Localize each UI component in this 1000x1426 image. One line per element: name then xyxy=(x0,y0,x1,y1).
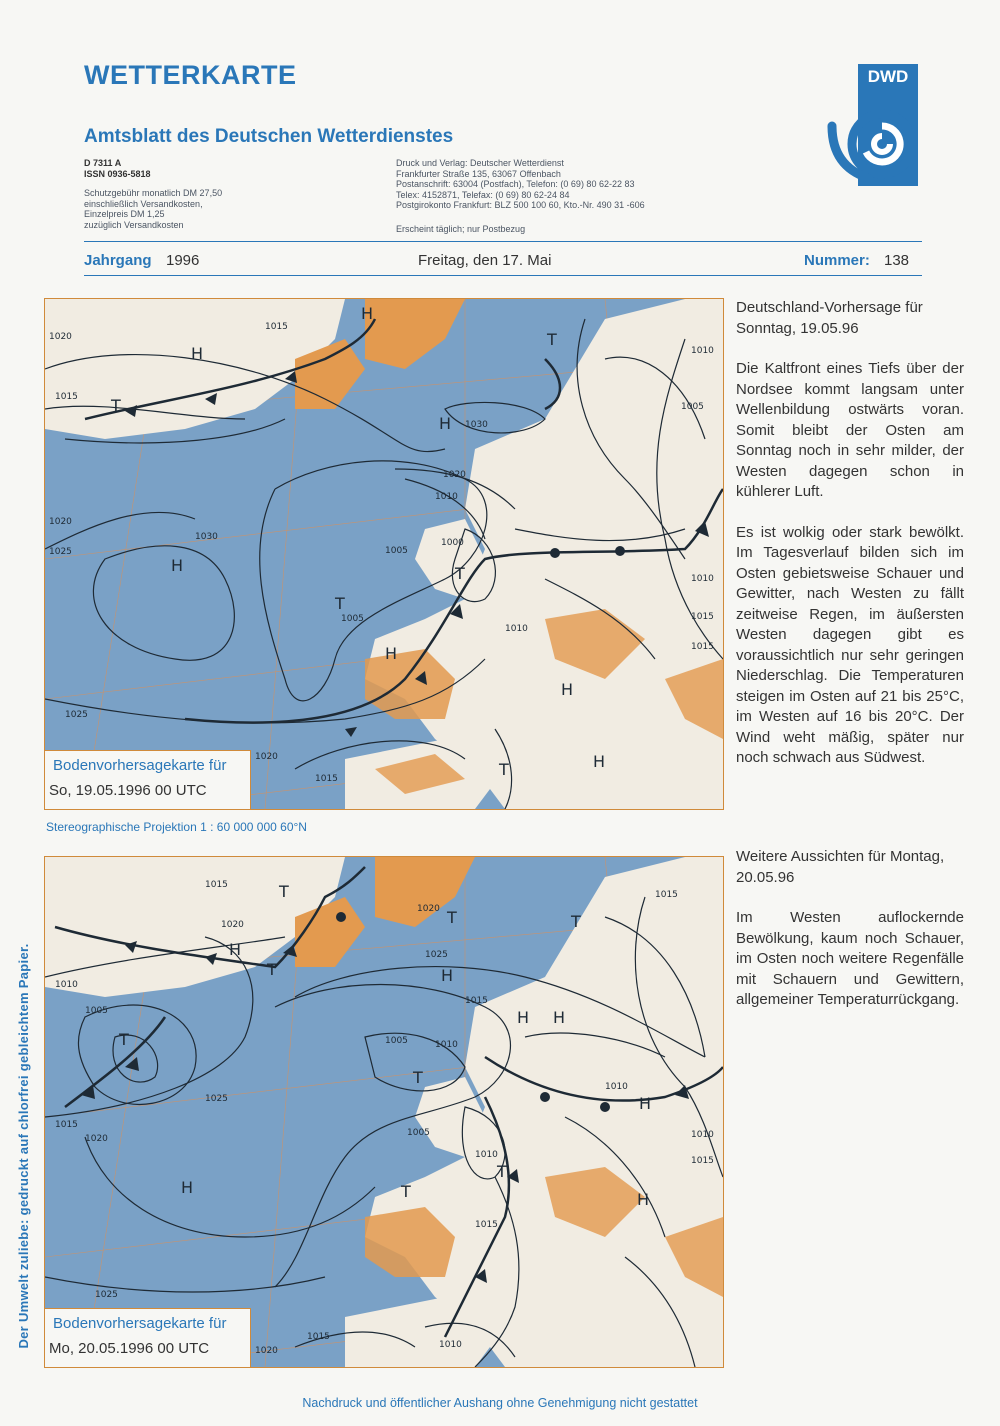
isobar-label: 1025 xyxy=(49,547,72,557)
isobar-label: 1015 xyxy=(475,1220,498,1230)
map-caption-title: Bodenvorhersagekarte für xyxy=(53,757,227,774)
isobar-label: 1015 xyxy=(655,890,678,900)
publication-subtitle: Amtsblatt des Deutschen Wetterdienstes xyxy=(84,126,454,147)
isobar-label: 1015 xyxy=(55,1120,78,1130)
pressure-label: H xyxy=(439,414,452,433)
pressure-label: T xyxy=(267,960,277,979)
publication-fees xyxy=(84,188,222,230)
code-line: D 7311 A xyxy=(84,158,122,168)
publisher-line: Postgirokonto Frankfurt: BLZ 500 100 60, Kto.-Nr. 490 31 -606 xyxy=(396,200,645,211)
isobar-label: 1030 xyxy=(465,420,488,430)
isobar-label: 1025 xyxy=(95,1290,118,1300)
isobar-label: 1025 xyxy=(205,1094,228,1104)
pressure-label: H xyxy=(441,966,454,985)
isobar-label: 1010 xyxy=(435,492,458,502)
pressure-label: T xyxy=(547,330,557,349)
forecast-heading: Deutschland-Vorhersage für Sonntag, 19.05.96 xyxy=(736,299,923,337)
header-rule xyxy=(84,241,922,242)
isobar-label: 1015 xyxy=(691,612,714,622)
isobar-label: 1025 xyxy=(425,950,448,960)
footer-note: Nachdruck und öffentlicher Aushang ohne Genehmigung nicht gestattet xyxy=(302,1396,698,1410)
isobar-label: 1005 xyxy=(681,402,704,412)
isobar-label: 1020 xyxy=(85,1134,108,1144)
pressure-label: H xyxy=(517,1008,530,1027)
forecast-paragraph: Die Kaltfront eines Tiefs über der Nordsee kommt langsam unter Wellenbildung ostwärts voran. Somit bleibt der Osten am Sonntag noch in sehr milder, der Westen dagegen schon in kühlerer Luft. xyxy=(736,360,964,500)
publisher-info xyxy=(396,158,645,211)
pressure-label: T xyxy=(571,912,581,931)
isobar-label: 1020 xyxy=(221,920,244,930)
pressure-label: T xyxy=(499,760,509,779)
header-rule xyxy=(84,275,922,276)
isobar-label: 1020 xyxy=(255,1346,278,1356)
nummer-label: Nummer: xyxy=(804,252,870,269)
isobar-label: 1010 xyxy=(475,1150,498,1160)
publication-codes xyxy=(84,158,151,179)
pressure-label: T xyxy=(401,1182,411,1201)
isobar-label: 1010 xyxy=(691,346,714,356)
pressure-label: H xyxy=(171,556,184,575)
isobar-label: 1010 xyxy=(691,574,714,584)
environment-note: Der Umwelt zuliebe: gedruckt auf chlorfrei gebleichtem Papier. xyxy=(16,943,31,1349)
code-line: ISSN 0936-5818 xyxy=(84,168,151,179)
isobar-label: 1010 xyxy=(435,1040,458,1050)
isobar-label: 1015 xyxy=(691,642,714,652)
map-caption-date: Mo, 20.05.1996 00 UTC xyxy=(49,1340,210,1357)
forecast-paragraph: Es ist wolkig oder stark bewölkt. Im Tagesverlauf bilden sich im Osten gebietsweise Schauer und Gewitter, nach Westen zu fällt zeitweise Regen, im äußersten Westen dagegen gibt es voraussichtlich nur sehr geringen Niederschlag. Die Temperaturen steigen im Osten auf 21 bis 25°C, im Westen auf 16 bis 20°C. Der Wind weht mäßig, später nur noch schwach aus Südwest. xyxy=(736,523,964,766)
jahrgang-value: 1996 xyxy=(166,252,200,269)
logo-text: DWD xyxy=(867,67,909,86)
outlook-column xyxy=(736,847,964,1031)
issue-date: Freitag, den 17. Mai xyxy=(418,252,552,269)
map-graphic xyxy=(45,299,723,809)
map-graphic xyxy=(45,857,723,1367)
isobar-label: 1020 xyxy=(443,470,466,480)
isobar-label: 1010 xyxy=(439,1340,462,1350)
isobar-label: 1015 xyxy=(315,774,338,784)
pressure-label: H xyxy=(191,344,204,363)
forecast-map-sunday xyxy=(44,298,724,810)
pressure-label: H xyxy=(593,752,606,771)
isobar-label: 1015 xyxy=(691,1156,714,1166)
isobar-label: 1015 xyxy=(265,322,288,332)
isobar-label: 1005 xyxy=(385,1036,408,1046)
publication-frequency: Erscheint täglich; nur Postbezug xyxy=(396,224,526,234)
pressure-label: H xyxy=(639,1094,652,1113)
pressure-label: T xyxy=(413,1068,423,1087)
map-caption xyxy=(45,750,251,809)
map-caption-title: Bodenvorhersagekarte für xyxy=(53,1315,227,1332)
isobar-label: 1030 xyxy=(195,532,218,542)
isobar-label: 1020 xyxy=(417,904,440,914)
pressure-label: H xyxy=(637,1190,650,1209)
pressure-label: T xyxy=(119,1030,129,1049)
isobar-label: 1015 xyxy=(307,1332,330,1342)
isobar-label: 1005 xyxy=(85,1006,108,1016)
jahrgang-label: Jahrgang xyxy=(84,252,152,269)
pressure-label: T xyxy=(335,594,345,613)
isobar-label: 1010 xyxy=(605,1082,628,1092)
isobar-label: 1000 xyxy=(441,538,464,548)
isobar-label: 1020 xyxy=(255,752,278,762)
fee-line: zuzüglich Versandkosten xyxy=(84,219,184,230)
publisher-line: Postanschrift: 63004 (Postfach), Telefon: (0 69) 80 62-22 83 xyxy=(396,179,635,190)
fee-line: einschließlich Versandkosten, xyxy=(84,198,203,209)
pressure-label: T xyxy=(279,882,289,901)
isobar-label: 1005 xyxy=(341,614,364,624)
isobar-label: 1020 xyxy=(49,332,72,342)
forecast-column xyxy=(736,298,964,789)
pressure-label: H xyxy=(561,680,574,699)
pressure-label: H xyxy=(385,644,398,663)
isobar-label: 1010 xyxy=(691,1130,714,1140)
pressure-label: H xyxy=(553,1008,566,1027)
publisher-line: Telex: 4152871, Telefax: (0 69) 80 62-24 84 xyxy=(396,189,570,200)
pressure-label: T xyxy=(447,908,457,927)
isobar-label: 1005 xyxy=(385,546,408,556)
publisher-line: Druck und Verlag: Deutscher Wetterdienst xyxy=(396,158,564,168)
isobar-label: 1015 xyxy=(465,996,488,1006)
isobar-label: 1015 xyxy=(205,880,228,890)
pressure-label: T xyxy=(455,564,465,583)
outlook-heading: Weitere Aussichten für Montag, 20.05.96 xyxy=(736,848,945,886)
isobar-label: 1010 xyxy=(505,624,528,634)
isobar-label: 1025 xyxy=(65,710,88,720)
map-caption-date: So, 19.05.1996 00 UTC xyxy=(49,782,207,799)
publication-title: WETTERKARTE xyxy=(84,60,297,90)
projection-note: Stereographische Projektion 1 : 60 000 000 60°N xyxy=(46,820,307,834)
isobar-label: 1005 xyxy=(407,1128,430,1138)
pressure-label: H xyxy=(181,1178,194,1197)
pressure-label: H xyxy=(361,304,374,323)
outlook-paragraph: Im Westen auflockernde Bewölkung, kaum noch Schauer, im Osten noch weitere Regenfälle mit Schauern und Gewittern, allgemeiner Temperaturrückgang. xyxy=(736,909,964,1008)
dwd-logo-icon xyxy=(826,64,918,186)
pressure-label: H xyxy=(229,940,242,959)
forecast-map-monday xyxy=(44,856,724,1368)
nummer-value: 138 xyxy=(884,252,910,269)
map-caption xyxy=(45,1308,251,1367)
isobar-label: 1015 xyxy=(55,392,78,402)
publisher-line: Frankfurter Straße 135, 63067 Offenbach xyxy=(396,168,561,179)
fee-line: Schutzgebühr monatlich DM 27,50 xyxy=(84,188,223,198)
pressure-label: T xyxy=(497,1162,507,1181)
isobar-label: 1010 xyxy=(55,980,78,990)
fee-line: Einzelpreis DM 1,25 xyxy=(84,209,165,220)
isobar-label: 1020 xyxy=(49,517,72,527)
pressure-label: T xyxy=(111,396,121,415)
